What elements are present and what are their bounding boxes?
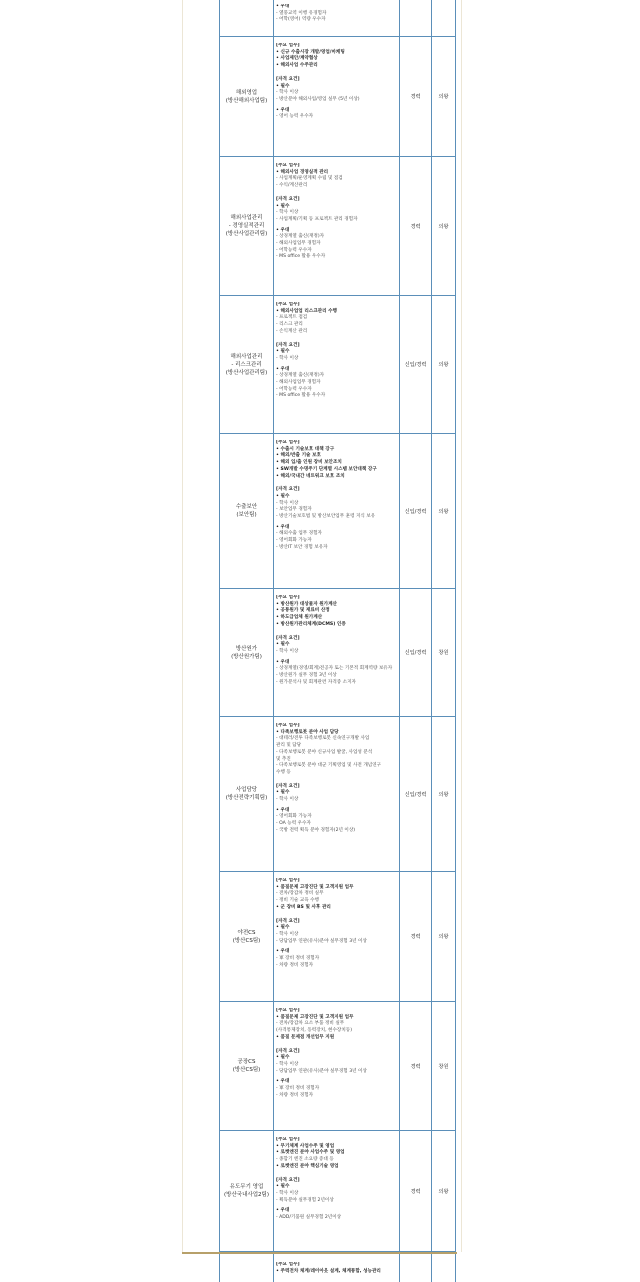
career-cell [399, 0, 432, 36]
career-cell: 경력 [399, 1131, 432, 1251]
desc-section-heading: [주요 업무] [276, 1008, 300, 1013]
job-table [219, 0, 456, 1252]
job-title-line: 공장CS [237, 1059, 256, 1065]
desc-section-heading: [자격 요건] [276, 76, 300, 82]
desc-section-heading: [자격 요건] [276, 635, 300, 641]
job-desc-cell [276, 1008, 394, 1130]
desc-line: - MS office 활용 우수자 [276, 254, 326, 260]
job-title-line: (방산CS팀) [232, 937, 261, 944]
desc-line: • 해외사업업 리스크관리 수행 [276, 308, 337, 314]
desc-line: • 해외사업 수주관리 [276, 63, 318, 69]
table-row [220, 157, 456, 296]
job-title-line: 야전CS [237, 929, 256, 936]
job-title-cell [220, 717, 274, 871]
desc-line: - 해외사업업무 경험자 [276, 380, 321, 386]
job-title-line: (방산CS팀) [232, 1067, 261, 1073]
career-cell: 경력 [399, 872, 432, 1001]
desc-line: • 사업제안/계약협상 [276, 56, 318, 62]
job-title-line: 해외영업 [235, 89, 258, 96]
job-title-cell [220, 1254, 274, 1282]
desc-line: - 학사 이상 [276, 500, 299, 506]
job-title-line: 사업담당 [235, 787, 258, 793]
desc-spacer [276, 912, 394, 916]
job-title-cell [220, 0, 274, 36]
desc-line: • 우대 [276, 107, 290, 113]
desc-line: • 필수 [276, 493, 290, 499]
table-row [220, 37, 456, 157]
page-margin-right [455, 0, 462, 1252]
location-cell: 의왕 [438, 1188, 449, 1195]
desc-spacer [276, 480, 394, 484]
job-title-cell [220, 37, 274, 156]
job-title-line: 유도무기 영업 [229, 1184, 264, 1190]
job-title-cell [220, 589, 274, 716]
career-cell: 신입/경력 [399, 589, 432, 716]
desc-line: • 품질 문제점 개선업무 지원 [276, 1034, 335, 1040]
desc-line: • 필수 [276, 203, 290, 209]
desc-line: - 방산IT 보안 경험 보유자 [276, 544, 328, 550]
desc-line: • 필수 [276, 1184, 290, 1190]
desc-line: • 공통원가 및 재료비 산정 [276, 608, 330, 614]
desc-line: - 프로젝트 점검 [276, 315, 308, 321]
desc-line: • 로켓엔진 분야 핵심기술 영업 [276, 1163, 339, 1169]
desc-line: - 학사 이상 [276, 648, 299, 654]
desc-section-heading: [주요 업무] [276, 1137, 300, 1142]
desc-line: - 영어회화 가능자 [276, 538, 312, 544]
job-title-line: (방산원가팀) [231, 653, 262, 660]
desc-line: - 학사 이상 [276, 210, 299, 216]
desc-section-heading: [자격 요건] [276, 342, 300, 348]
career-cell: 신입/경력 [399, 296, 432, 433]
job-title-line: 해외사업관리 [230, 215, 263, 221]
job-desc-cell [276, 878, 394, 1001]
location-cell [431, 0, 456, 36]
career-cell: 신입/경력 [399, 717, 432, 871]
desc-section-heading: [주요 업무] [276, 1262, 300, 1267]
table-row-fragment-top [220, 0, 456, 37]
job-title-line: (방산사업관리팀) [225, 369, 268, 376]
table-row [220, 296, 456, 434]
desc-line: - 획득분야 실무경험 2년이상 [276, 1197, 334, 1203]
desc-spacer [276, 777, 394, 781]
table-row [220, 1002, 456, 1131]
job-desc-cell [276, 302, 394, 433]
desc-line: • 우대 [276, 524, 290, 530]
desc-line: • 무기체계 사업수주 및 영업 [276, 1143, 335, 1149]
desc-line: • 수출시 기술보호 대책 강구 [276, 446, 335, 452]
table-row [220, 872, 456, 1002]
desc-line: • 방산원가 대상물자 원가계산 [276, 601, 337, 607]
desc-line: • 우대 [276, 1079, 290, 1085]
desc-section-heading: [주요 업무] [276, 723, 300, 728]
desc-line: - 어학능력 우수자 [276, 247, 312, 253]
desc-line: • 우대 [276, 227, 290, 233]
desc-line: - 수익/계산관리 [276, 183, 308, 189]
desc-line: - OA 능력 우수자 [276, 821, 311, 827]
table-row [220, 589, 456, 717]
desc-spacer [276, 629, 394, 633]
desc-line: - 다족보행로봇 분야 신규사업 발굴, 사업성 분석 [276, 749, 373, 755]
desc-spacer [276, 336, 394, 340]
desc-line: - 국방 전력 획득 분야 경험자(2년 이상) [276, 827, 356, 833]
desc-line: • 하도급업체 원가계산 [276, 615, 323, 621]
desc-section-heading: [주요 업무] [276, 440, 300, 445]
desc-line: - 해외수출 업무 경험자 [276, 531, 322, 537]
desc-line: - 열풍교역 이행 유경험자 [276, 10, 327, 16]
desc-section-heading: [자격 요건] [276, 1048, 300, 1054]
career-cell: 경력 [399, 37, 432, 156]
desc-line: - 학사 이상 [276, 797, 299, 803]
job-title-cell [220, 872, 274, 1001]
page-margin-left [182, 0, 189, 1252]
table-row [220, 1131, 456, 1252]
desc-line: - 해외사업업무 경험자 [276, 241, 321, 247]
desc-line: • 해외/반출 기술 보호 [276, 453, 321, 459]
job-title-line: (방산국내사업2팀) [224, 1192, 269, 1198]
desc-line: • 로켓엔진 분야 사업수주 및 영업 [276, 1150, 345, 1156]
desc-line: - 방산기술보호법 및 방산보안업무 훈령 지식 보유 [276, 514, 376, 520]
desc-line: - 정비 기술 교육 수행 [276, 898, 319, 904]
desc-line: • 필수 [276, 925, 290, 931]
desc-line: • 필수 [276, 790, 290, 796]
location-cell: 의왕 [438, 791, 449, 798]
desc-line: - 상경계열 출신(재정)자 [276, 234, 325, 240]
desc-line: - 손익계산 관리 [276, 328, 308, 334]
desc-line: • 해외 입/출 인원 장비 보안조치 [276, 460, 342, 466]
desc-line: - 학사 이상 [276, 1190, 299, 1196]
desc-spacer [276, 190, 394, 194]
desc-line: - 사업계획/기획 등 프로젝트 관리 경험자 [276, 216, 358, 222]
job-title-line: (보안팀) [236, 512, 257, 518]
desc-line: • 군 장비 BS 및 사후 관리 [276, 904, 331, 910]
job-title-line: - 경영실적관리 [228, 223, 265, 229]
desc-line: - 상경계열(경영/회계)전공자 또는 기본적 회계역량 보유자 [276, 666, 393, 672]
desc-line: • 우대 [276, 4, 290, 9]
desc-line: • 해외사업 경영실적 관리 [276, 169, 329, 175]
desc-line: - 당담업무 연관(유사)분야 실무경험 3년 이상 [276, 938, 367, 944]
job-desc-cell [276, 1262, 394, 1282]
desc-section-heading: [자격 요건] [276, 783, 300, 789]
desc-line: • 주력전차 체계/레이아웃 설계, 체계통합, 성능관리 [276, 1268, 381, 1274]
job-desc-cell [276, 1137, 394, 1251]
desc-section-heading: [주요 업무] [276, 878, 300, 883]
desc-line: • 필수 [276, 349, 290, 355]
desc-line: - 전차/장갑차 정비 실무 [276, 891, 324, 897]
desc-line: • 우대 [276, 807, 290, 813]
desc-line: - 어학(영어) 역량 우수자 [276, 17, 326, 23]
desc-line: • 해외/국내간 네트워크 보호 조치 [276, 473, 345, 479]
job-title-cell [220, 157, 274, 295]
desc-line: - 차량 정비 경험자 [276, 1092, 314, 1098]
desc-line: • 필수 [276, 83, 290, 89]
table-row [220, 717, 456, 872]
desc-line: - 軍 장비 정비 경험자 [276, 956, 320, 962]
desc-line: • 우대 [276, 949, 290, 955]
desc-line: - 상경계열 출신(재정)자 [276, 373, 325, 379]
job-title-line: (방산사업관리팀) [225, 231, 268, 237]
desc-line: - 영어회화 가능자 [276, 814, 312, 820]
desc-line: - ADD/기품원 실무경험 2년이상 [276, 1215, 342, 1221]
desc-line: - 軍 장비 정비 경험자 [276, 1086, 320, 1092]
desc-line: - 차량 정비 경험자 [276, 962, 314, 968]
location-cell: 창원 [438, 650, 449, 656]
job-title-cell [220, 296, 274, 433]
desc-line: - 학사 이상 [276, 90, 299, 96]
job-desc-cell [276, 43, 394, 156]
desc-line: - 학사 이상 [276, 355, 299, 361]
desc-section-heading: [주요 업무] [276, 302, 300, 307]
desc-line: • SW개발 수명주기 단계별 시스템 보안대책 강구 [276, 466, 377, 472]
job-desc-cell [276, 163, 394, 295]
job-title-cell [220, 1131, 274, 1251]
desc-line: - 어학능력 우수자 [276, 386, 312, 392]
desc-line: - 원가분석사 및 회계관련 자격증 소지자 [276, 679, 356, 685]
desc-section-heading: [자격 요건] [276, 487, 300, 493]
desc-line: - 학사 이상 [276, 931, 299, 937]
desc-line: • 다족보행로봇 분야 사업 담당 [276, 729, 339, 735]
desc-spacer [276, 1171, 394, 1175]
job-title-line: 수출보안 [235, 504, 258, 510]
table-row [220, 434, 456, 589]
desc-line: • 신규 수출시장 개발/영업/마케팅 [276, 49, 345, 55]
location-cell: 의왕 [438, 934, 449, 940]
desc-line: - 방산원가 실무 경험 3년 이상 [276, 673, 337, 679]
desc-spacer [276, 70, 394, 74]
location-cell: 의왕 [438, 362, 449, 368]
desc-line: • 우대 [276, 1208, 290, 1214]
location-cell: 의왕 [438, 508, 449, 515]
desc-section-heading: [자격 요건] [276, 918, 300, 924]
desc-line: - 방산분야 해외사업/영업 실무 (5년 이상) [276, 96, 360, 102]
job-title-line: (방산전략기획팀) [225, 795, 268, 801]
desc-line: - MS office 활용 우수자 [276, 393, 326, 399]
career-cell [399, 1254, 432, 1282]
desc-spacer [276, 1042, 394, 1046]
table-row-fragment-bottom [182, 1252, 457, 1282]
job-title-line: 방산원가 [235, 645, 258, 652]
job-desc-cell [276, 595, 394, 716]
desc-line: 관리 및 담당 [276, 743, 302, 749]
job-desc-cell [276, 440, 394, 588]
desc-line: - 전차/장갑차 요소 부품 정비 실무 [276, 1021, 345, 1027]
job-title-line: 해외사업관리 [230, 353, 263, 360]
desc-line: - 영어 능력 우수자 [276, 114, 314, 120]
desc-line: • 우대 [276, 366, 290, 372]
career-cell: 신입/경력 [399, 434, 432, 588]
desc-section-heading: [주요 업무] [276, 595, 300, 600]
location-cell: 의왕 [438, 94, 449, 100]
desc-line: - 대테러/전투 다족보행로봇 신속연구개발 사업 [276, 736, 370, 742]
job-title-cell [220, 434, 274, 588]
job-title-line: (방산해외사업팀) [225, 97, 268, 104]
desc-line: - 다족보행로봇 분야 대군 기획영업 및 사전 개념연구 [276, 763, 382, 769]
desc-line: - 종합기 엔진 소요량 증대 등 [276, 1157, 334, 1163]
desc-section-heading: [자격 요건] [276, 1177, 300, 1183]
desc-section-heading: [주요 업무] [276, 163, 300, 168]
desc-line: • 우대 [276, 659, 290, 665]
desc-line: - 보안업무 경험자 [276, 507, 312, 513]
career-cell: 경력 [399, 1002, 432, 1130]
desc-line: • 필수 [276, 1055, 290, 1061]
location-cell: 창원 [438, 1063, 449, 1070]
desc-line: • 품질문제 고장진단 및 고객지원 업무 [276, 884, 354, 890]
fragment-cells [219, 1254, 456, 1282]
desc-line: • 필수 [276, 642, 290, 648]
career-cell: 경력 [399, 157, 432, 295]
desc-line: • 방산원가관리체계(DCMS) 인증 [276, 621, 346, 627]
desc-line: - 사업계획/운영계획 수립 및 점검 [276, 176, 343, 182]
desc-line: (사격통제장치, 동력장치, 현수장치등) [276, 1028, 352, 1034]
job-desc-cell [276, 4, 394, 36]
desc-line: 수행 등 [276, 769, 291, 775]
job-title-line: - 리스크관리 [231, 361, 262, 368]
job-desc-cell [276, 723, 394, 871]
job-title-cell [220, 1002, 274, 1130]
desc-line: - 리스크 관리 [276, 322, 303, 328]
desc-line: - 학사 이상 [276, 1061, 299, 1067]
location-cell: 의왕 [438, 223, 449, 230]
desc-line: 및 추진 [276, 756, 291, 762]
desc-section-heading: [주요 업무] [276, 43, 300, 48]
desc-section-heading: [자격 요건] [276, 196, 300, 202]
desc-line: - 당담업무 연관(유사)분야 실무경험 3년 이상 [276, 1068, 367, 1074]
desc-line: • 품질문제 고장진단 및 고객지원 업무 [276, 1014, 354, 1020]
